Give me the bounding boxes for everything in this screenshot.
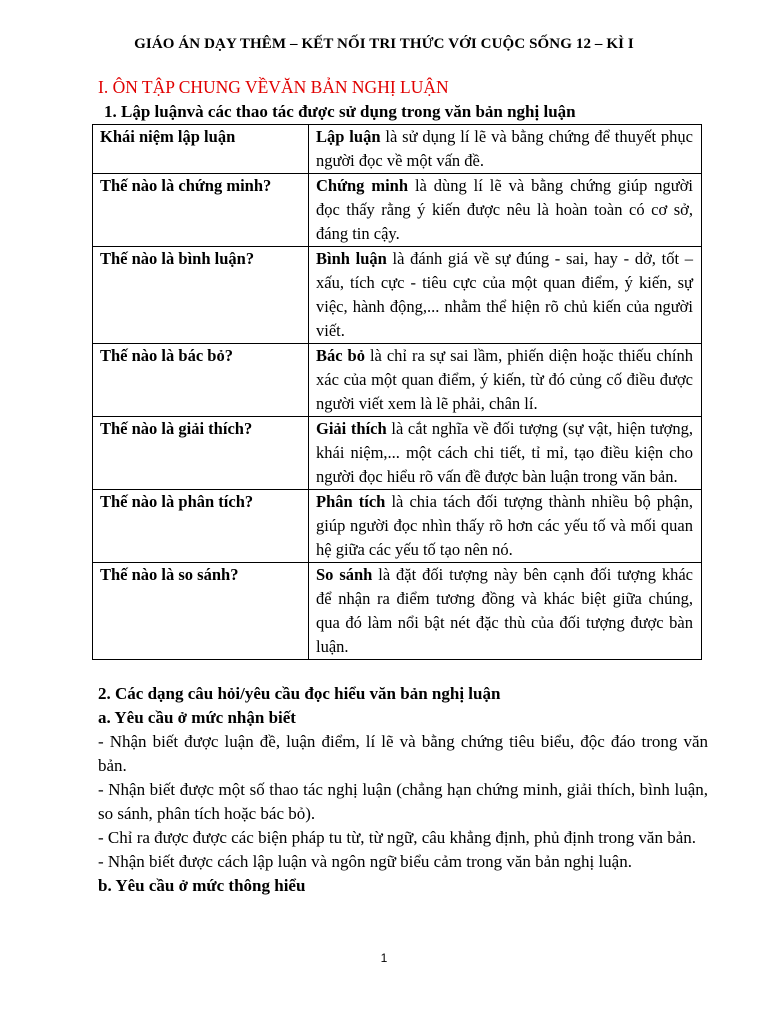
page-header: GIÁO ÁN DẠY THÊM – KẾT NỐI TRI THỨC VỚI CUỘC SỐNG 12 – KÌ I: [134, 36, 634, 52]
definition: là sử dụng lí lẽ và bằng chứng để thuyết phục người đọc về một vấn đề.: [316, 127, 693, 170]
term: Giải thích: [316, 419, 387, 438]
table-row: [93, 563, 702, 660]
concepts-table: [92, 124, 702, 660]
definition-text: [316, 247, 693, 343]
definition-text: [316, 417, 693, 489]
list-item: - Chỉ ra được được các biện pháp tu từ, từ ngữ, câu khẳng định, phủ định trong văn bản.: [98, 828, 696, 847]
concepts-table-body: [93, 125, 702, 660]
definition-text: [316, 125, 693, 173]
definition-cell: [309, 563, 702, 660]
level-b-title: b. Yêu cầu ở mức thông hiểu: [98, 876, 306, 895]
question-types-section: [98, 682, 708, 898]
definition-cell: [309, 247, 702, 344]
table-row: [93, 490, 702, 563]
subsection-2-title: 2. Các dạng câu hỏi/yêu cầu đọc hiểu văn bản nghị luận: [98, 684, 501, 703]
page-number: 1: [380, 951, 388, 965]
definition-cell: [309, 125, 702, 174]
definition: là đặt đối tượng này bên cạnh đối tượng khác để nhận ra điểm tương đồng và khác biệt giữa chúng, qua đó làm nổi bật nét đặc thù của đối tượng được bàn luận.: [316, 565, 694, 656]
question-cell: Khái niệm lập luận: [93, 125, 309, 174]
table-row: [93, 247, 702, 344]
definition-cell: [309, 490, 702, 563]
definition-text: [316, 174, 693, 246]
table-row: [93, 125, 702, 174]
term: Bình luận: [316, 249, 387, 268]
question-cell: Thế nào là bác bỏ?: [93, 344, 309, 417]
subsection-1-title: 1. Lập luậnvà các thao tác được sử dụng trong văn bản nghị luận: [104, 102, 576, 121]
list-item: - Nhận biết được một số thao tác nghị luận (chẳng hạn chứng minh, giải thích, bình luận, so sánh, phân tích hoặc bác bỏ).: [98, 780, 708, 823]
table-row: [93, 344, 702, 417]
definition-cell: [309, 174, 702, 247]
table-row: [93, 417, 702, 490]
question-cell: Thế nào là bình luận?: [93, 247, 309, 344]
definition: là đánh giá về sự đúng - sai, hay - dở, tốt – xấu, tích cực - tiêu cực của một quan điểm, ý kiến, sự việc, hành động,... nhằm thể hiện rõ chủ kiến của người viết.: [316, 249, 693, 340]
question-cell: Thế nào là giải thích?: [93, 417, 309, 490]
question-cell: Thế nào là chứng minh?: [93, 174, 309, 247]
term: So sánh: [316, 565, 373, 584]
term: Phân tích: [316, 492, 386, 511]
question-cell: Thế nào là so sánh?: [93, 563, 309, 660]
definition: là cắt nghĩa về đối tượng (sự vật, hiện tượng, khái niệm,... một cách chi tiết, tỉ mỉ, tạo điều kiện cho người đọc hiểu rõ vấn đề được bàn luận trong văn bản.: [316, 419, 693, 486]
term: Lập luận: [316, 127, 381, 146]
definition-text: [316, 490, 693, 562]
table-row: [93, 174, 702, 247]
definition-cell: [309, 344, 702, 417]
term: Bác bỏ: [316, 346, 365, 365]
definition-cell: [309, 417, 702, 490]
question-cell: Thế nào là phân tích?: [93, 490, 309, 563]
term: Chứng minh: [316, 176, 409, 195]
definition: là dùng lí lẽ và bằng chứng giúp người đọc thấy rằng ý kiến được nêu là hoàn toàn có cơ sở, đáng tin cậy.: [316, 176, 694, 243]
level-a-list: [98, 730, 708, 874]
section-1-title: I. ÔN TẬP CHUNG VỀVĂN BẢN NGHỊ LUẬN: [98, 77, 449, 97]
definition: là chia tách đối tượng thành nhiều bộ phận, giúp người đọc nhìn thấy rõ hơn các yếu tố và mối quan hệ giữa các yếu tố tạo nên nó.: [316, 492, 693, 559]
definition-text: [316, 563, 693, 659]
list-item: - Nhận biết được cách lập luận và ngôn ngữ biểu cảm trong văn bản nghị luận.: [98, 852, 632, 871]
definition: là chỉ ra sự sai lầm, phiến diện hoặc thiếu chính xác của một quan điểm, ý kiến, từ đó củng cố điều được người viết xem là lẽ phải, chân lí.: [316, 346, 693, 413]
level-a-title: a. Yêu cầu ở mức nhận biết: [98, 708, 296, 727]
definition-text: [316, 344, 693, 416]
list-item: - Nhận biết được luận đề, luận điểm, lí lẽ và bằng chứng tiêu biểu, độc đáo trong văn bản.: [98, 732, 708, 775]
